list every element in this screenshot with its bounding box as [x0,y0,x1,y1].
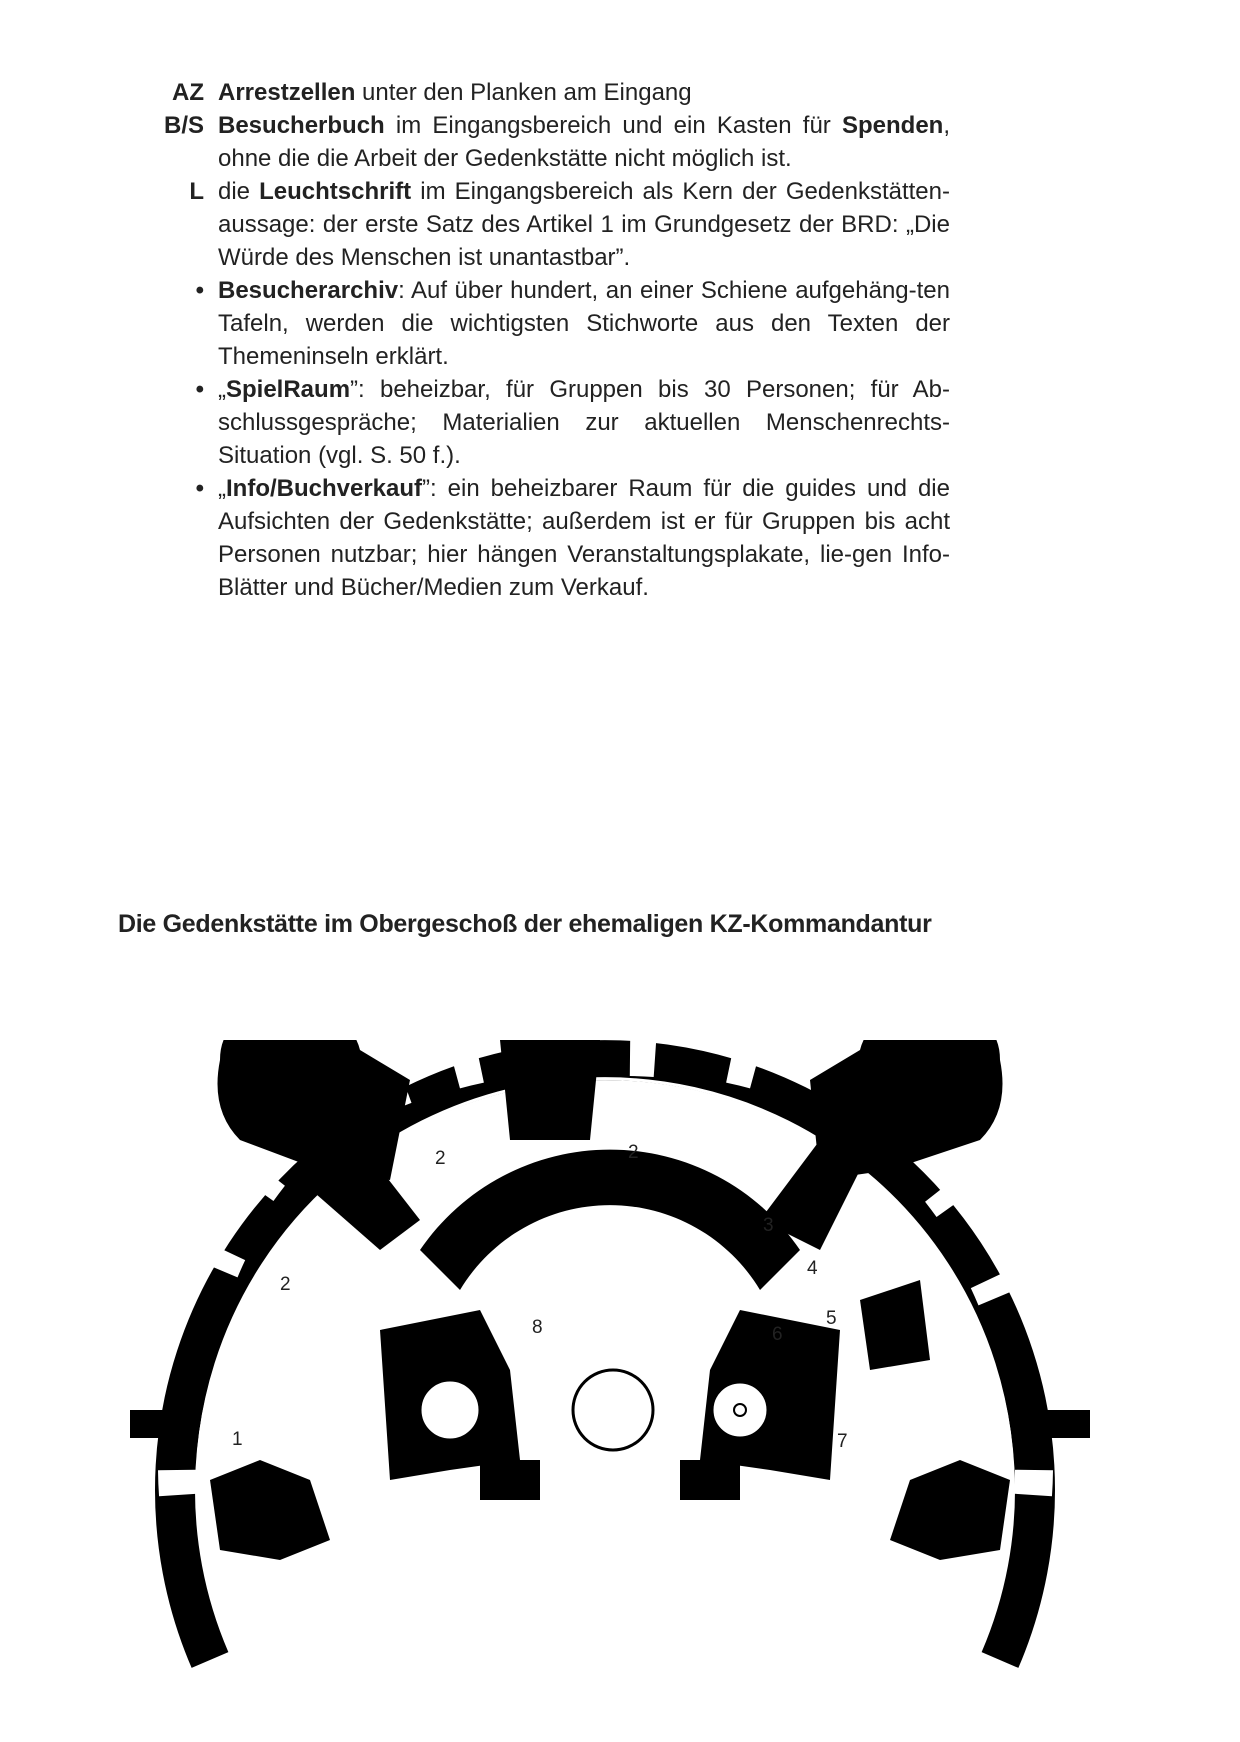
legend-text: „Info/Buchverkauf”: ein beheizbarer Raum für die guides und die Aufsichten der Gedenkstätte; außerdem ist er für Gruppen bis acht Personen nutzbar; hier hängen Veranstaltungsplakate, lie-gen Info-Blätter und Bücher/Medien zum Verkauf. [218,475,950,601]
plan-block-center-right [680,1460,740,1500]
plan-block-left [210,1460,330,1560]
legend-text: „SpielRaum”: beheizbar, für Gruppen bis 30 Personen; für Ab-schlussgespräche; Materialien zur aktuellen Menschenrechts-Situation (vgl. S. 50 f.). [218,376,950,469]
legend-entry [150,175,950,274]
plan-pillar-6 [860,1280,930,1370]
plan-stair-left [420,1380,480,1440]
legend-entry [150,373,950,472]
legend-marker: B/S [163,112,204,139]
bullet-marker: • [195,475,204,502]
legend-text: die Leuchtschrift im Eingangsbereich als Kern der Gedenkstätten-aussage: der erste Satz des Artikel 1 im Grundgesetz der BRD: „Die Würde des Menschen ist unantastbar”. [218,178,950,271]
plan-stair-right [712,1382,768,1438]
legend-list [150,76,950,604]
legend-marker: AZ [172,79,204,106]
room-number-4: 4 [807,1258,818,1279]
legend-entry [150,274,950,373]
legend-term: Besucherbuch [218,112,385,139]
room-number-8: 8 [532,1317,543,1338]
room-number-6: 6 [772,1324,783,1345]
bullet-marker: • [195,277,204,304]
room-number-3: 3 [763,1215,774,1236]
plan-tower-left [218,1040,411,1180]
legend-term: SpielRaum [226,376,351,403]
room-number-2-top-right: 2 [628,1142,639,1163]
legend-text: Arrestzellen unter den Planken am Eingang [218,79,692,106]
legend-entry [150,76,950,109]
legend-term: Arrestzellen [218,79,356,106]
plan-block-right [890,1460,1010,1560]
room-number-7: 7 [837,1431,848,1452]
floor-plan-caption: Die Gedenkstätte im Obergeschoß der ehemaligen KZ-Kommandantur [118,910,932,938]
legend-marker: L [189,178,204,205]
room-number-5: 5 [826,1308,837,1329]
plan-stair-center [573,1370,653,1450]
floor-plan [120,1040,1120,1680]
plan-pillar-top [500,1040,600,1140]
bullet-marker: • [195,376,204,403]
plan-room-8-wall [420,1150,800,1290]
room-number-2-left: 2 [280,1274,291,1295]
room-number-1: 1 [232,1429,243,1450]
legend-text: Besucherbuch im Eingangsbereich und ein Kasten für Spenden, ohne die die Arbeit der Gedenkstätte nicht möglich ist. [218,112,950,172]
plan-block-center-left [480,1460,540,1500]
legend-entry [150,109,950,175]
legend-term: Spenden [841,112,944,139]
legend-text: Besucherarchiv: Auf über hundert, an einer Schiene aufgehäng-ten Tafeln, werden die wichtigsten Stichworte aus den Texten der Themeninseln erklärt. [218,277,950,370]
legend-entry [150,472,950,604]
legend-term: Besucherarchiv [218,277,399,304]
legend-term: Info/Buchverkauf [226,475,423,502]
room-number-2-top-left: 2 [435,1148,446,1169]
legend-term: Leuchtschrift [259,178,412,205]
